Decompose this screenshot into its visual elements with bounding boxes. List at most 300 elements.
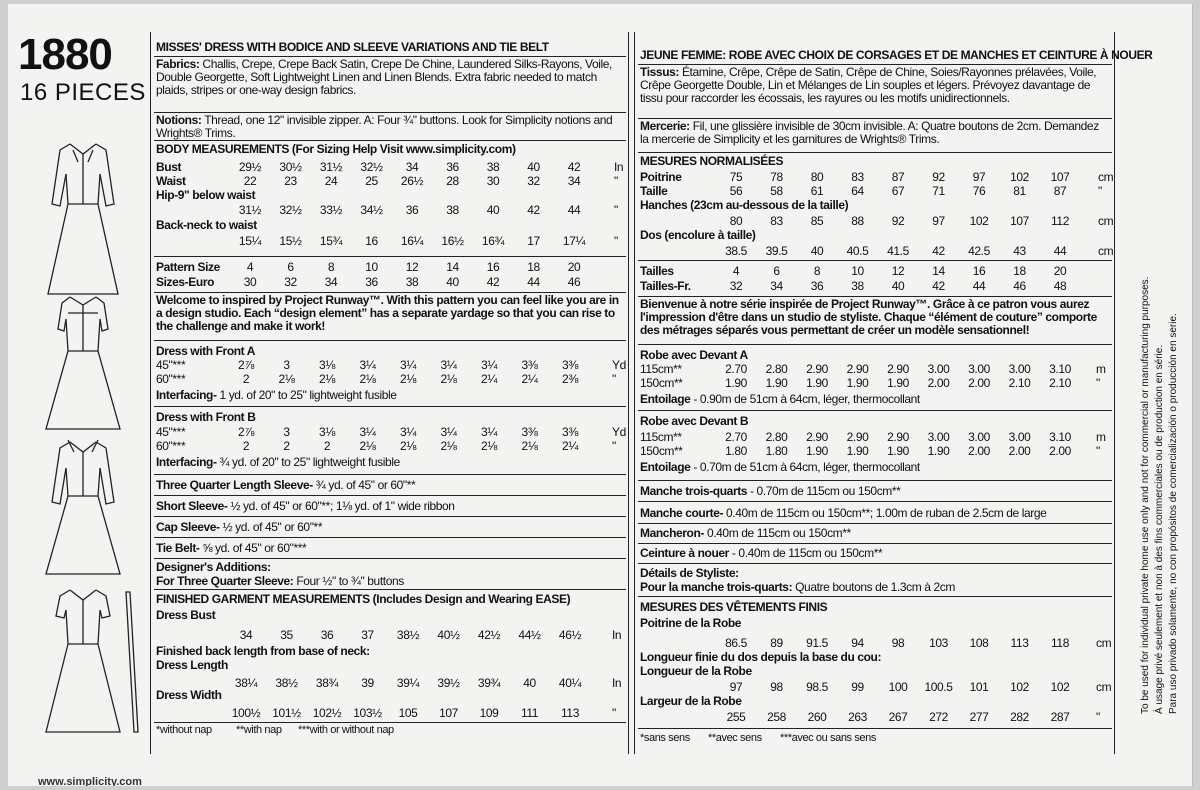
ceinture-text: - 0.40m de 115cm ou 150cm**: [731, 546, 883, 560]
value-cell: 17: [527, 234, 540, 248]
dress-bust-label: Dress Bust: [156, 608, 216, 622]
value-cell: 81: [1013, 184, 1026, 198]
dress-drawing-2: [38, 289, 128, 434]
value-cell: 2⅛: [278, 372, 295, 386]
poitrine-label: Poitrine: [640, 170, 682, 184]
value-cell: 2.90: [846, 362, 869, 376]
value-cell: 2.80: [765, 430, 788, 444]
value-cell: 1.90: [806, 376, 828, 390]
value-cell: 46½: [558, 628, 582, 642]
value-cell: 2¼: [562, 439, 578, 453]
value-cell: 102½: [312, 706, 342, 720]
divider: [638, 563, 1112, 564]
value-cell: 102: [1050, 680, 1070, 694]
value-cell: 35: [280, 628, 293, 642]
value-cell: 92: [891, 214, 905, 228]
value-cell: 20: [1053, 264, 1067, 278]
value-cell: 40: [523, 676, 536, 690]
value-cell: 48: [1053, 279, 1067, 293]
value-cell: 267: [888, 710, 908, 724]
value-cell: 1.90: [806, 444, 828, 458]
value-cell: 67: [891, 184, 905, 198]
value-cell: 89: [770, 636, 783, 650]
value-cell: 64: [851, 184, 864, 198]
value-cell: 40: [446, 275, 459, 289]
en-designer: For Three Quarter Sleeve: Four ½" to ¾" buttons: [156, 574, 404, 588]
side-note-en: To be used for individual private home use only and not for commercial or manufacturing purposes.: [1140, 276, 1151, 714]
manche-trois-quarts-text: - 0.70m de 115cm ou 150cm**: [750, 484, 901, 498]
value-cell: 103½: [353, 706, 382, 720]
ceinture: [640, 546, 882, 560]
value-cell: 87: [891, 170, 905, 184]
value-cell: 2.00: [968, 376, 990, 390]
devant-a-title: Robe avec Devant A: [640, 348, 748, 362]
value-cell: 39¾: [477, 676, 501, 690]
manche-trois-quarts-label: Manche trois-quarts: [640, 484, 748, 498]
value-cell: 1.90: [725, 376, 747, 390]
entoilage-text: - 0.90m de 51cm à 64cm, léger, thermocollant: [693, 392, 920, 406]
three-quarter-sleeve-text: ¾ yd. of 45" or 60"**: [315, 478, 416, 492]
entoilage-text: - 0.70m de 51cm à 64cm, léger, thermocollant: [693, 460, 920, 474]
unit-label: ": [1096, 710, 1100, 724]
value-cell: 2.90: [806, 362, 828, 376]
value-cell: 38: [851, 279, 864, 293]
value-cell: 42: [486, 275, 500, 289]
value-cell: 16: [486, 260, 500, 274]
short-sleeve-label: Short Sleeve-: [156, 499, 228, 513]
poitrine-robe-label: Poitrine de la Robe: [640, 616, 742, 630]
value-cell: 38½: [396, 628, 420, 642]
value-cell: 100½: [231, 706, 261, 720]
value-cell: 14: [446, 260, 459, 274]
value-cell: 56: [729, 184, 743, 198]
value-cell: 3.00: [927, 362, 950, 376]
value-cell: 38½: [275, 676, 298, 690]
value-cell: 97: [972, 170, 986, 184]
value-cell: 33½: [319, 203, 343, 217]
value-cell: 3¼: [359, 358, 376, 372]
value-cell: 40: [486, 203, 500, 217]
value-cell: 39: [361, 676, 374, 690]
value-cell: 78: [770, 170, 783, 184]
value-cell: 2.10: [1008, 376, 1031, 390]
largeur-robe-label: Largeur de la Robe: [640, 694, 742, 708]
front-b-title: Dress with Front B: [156, 410, 256, 424]
sizes-euro-label: Sizes-Euro: [156, 275, 215, 289]
manche-trois-quarts: [640, 484, 900, 498]
value-cell: 112: [1051, 214, 1069, 228]
value-cell: 113: [561, 706, 579, 720]
value-cell: 2: [242, 439, 250, 453]
value-cell: 44½: [518, 628, 541, 642]
en-fabrics: Fabrics: Challis, Crepe, Crepe Back Satin, Crepe De Chine, Laundered Silks-Rayons, Voile, Double Georgette, Soft Lightweight Linen and Linen Blends. Extra fabric needed to match plaids, stripes or one-way design fabrics.: [156, 57, 612, 97]
dress-drawing-1: [38, 134, 128, 299]
value-cell: 282: [1010, 710, 1029, 724]
value-cell: 107: [1050, 170, 1070, 184]
taille-label: Taille: [640, 184, 668, 198]
value-cell: 42.5: [968, 244, 990, 258]
value-cell: 101½: [272, 706, 301, 720]
english-panel: [154, 34, 626, 754]
value-cell: 34: [324, 275, 338, 289]
value-cell: 83: [851, 170, 864, 184]
value-cell: 101: [969, 680, 989, 694]
en-footnote-3: ***with or without nap: [298, 724, 394, 736]
interfacing-label: Interfacing-: [156, 388, 217, 402]
en-title: MISSES' DRESS WITH BODICE AND SLEEVE VARIATIONS AND TIE BELT: [156, 40, 549, 54]
value-cell: 38.5: [725, 244, 747, 258]
divider: [638, 543, 1112, 544]
value-cell: 34: [405, 160, 419, 174]
fr-details-title: Détails de Styliste:: [640, 566, 739, 580]
value-cell: 111: [520, 706, 539, 720]
value-cell: 32: [527, 174, 540, 188]
value-cell: 2⅛: [400, 372, 416, 386]
value-cell: 2.00: [1008, 444, 1031, 458]
value-cell: 107: [439, 706, 458, 720]
value-cell: 30½: [279, 160, 302, 174]
value-cell: 3¼: [481, 358, 497, 372]
fr-bienvenue: Bienvenue à notre série inspirée de Project Runway™. Grâce à ce patron vous aurez l'impression d'être dans un studio de styliste. Chaque “élément de couture” comporte des métrages séparés vous permettant de créer un modèle sensationnel!: [640, 297, 1097, 337]
value-cell: 80: [810, 170, 824, 184]
fr-tissus: Tissus: Étamine, Crêpe, Crêpe de Satin, Crêpe de Chine, Soies/Rayonnes prélavées, Voile, Crêpe Georgette Double, Lin et Mélanges de Lin souples et légers. Prévoyez davantage de tissu pour raccorder les écossais, les rayures ou les motifs unidirectionnels.: [640, 65, 1097, 105]
value-cell: 26½: [400, 174, 424, 188]
cap-sleeve-text: ½ yd. of 45" or 60"**: [222, 520, 323, 534]
value-cell: 108: [969, 636, 989, 650]
hanches-label: Hanches (23cm au-dessous de la taille): [640, 198, 849, 212]
value-cell: 10: [851, 264, 864, 278]
back-neck-label: Back-neck to waist: [156, 218, 257, 232]
hip-label: Hip-9" below waist: [156, 188, 256, 202]
manche-courte: [640, 506, 1046, 520]
value-cell: 71: [932, 184, 945, 198]
value-cell: 2.90: [887, 362, 909, 376]
value-cell: 103: [929, 636, 948, 650]
value-cell: 2.00: [927, 376, 950, 390]
fr-footnote-3: ***avec ou sans sens: [780, 732, 876, 744]
en-welcome: Welcome to inspired by Project Runway™. With this pattern you can feel like you are in a design studio. Each “design element” has a separate yardage so that you can rise to the challenge and make it work!: [156, 293, 619, 333]
divider: [154, 495, 626, 496]
value-cell: 3: [283, 425, 290, 439]
value-cell: 10: [365, 260, 378, 274]
divider: [638, 523, 1112, 524]
three-quarter-sleeve-label: Three Quarter Length Sleeve-: [156, 478, 313, 492]
interfacing-text: ¾ yd. of 20" to 25" lightweight fusible: [219, 455, 400, 469]
value-cell: 2¼: [481, 372, 497, 386]
value-cell: 272: [929, 710, 948, 724]
divider: [154, 537, 626, 538]
value-cell: 87: [1053, 184, 1067, 198]
unit-label: m: [1096, 362, 1106, 376]
mancheron: [640, 526, 851, 540]
unit-label: In: [612, 676, 622, 690]
dress-drawing-4: [38, 582, 148, 742]
unit-label: ": [614, 203, 618, 217]
value-cell: 38: [446, 203, 459, 217]
fr-title: JEUNE FEMME: ROBE AVEC CHOIX DE CORSAGES ET DE MANCHES ET CEINTURE À NOUER: [640, 48, 1153, 62]
value-cell: 2⅛: [440, 372, 457, 386]
row-label: 60"***: [156, 372, 186, 386]
value-cell: 99: [851, 680, 864, 694]
value-cell: 2⅛: [319, 372, 335, 386]
value-cell: 25: [365, 174, 378, 188]
value-cell: 18: [1013, 264, 1026, 278]
unit-label: ": [612, 706, 616, 720]
value-cell: 58: [770, 184, 783, 198]
value-cell: 34: [567, 174, 581, 188]
divider: [638, 501, 1112, 502]
value-cell: 3⅜: [521, 425, 538, 439]
value-cell: 32½: [360, 160, 383, 174]
dos-label: Dos (encolure à taille): [640, 228, 756, 242]
value-cell: 3.00: [968, 362, 990, 376]
unit-label: cm: [1096, 680, 1112, 694]
value-cell: 44: [1053, 244, 1067, 258]
value-cell: 40: [810, 244, 824, 258]
row-label: 60"***: [156, 439, 186, 453]
value-cell: 42: [932, 279, 945, 293]
value-cell: 3⅜: [562, 358, 578, 372]
value-cell: 86.5: [725, 636, 747, 650]
value-cell: 3.00: [1008, 430, 1031, 444]
value-cell: 1.90: [927, 444, 950, 458]
value-cell: 39½: [437, 676, 460, 690]
value-cell: 277: [969, 710, 989, 724]
tailles-fr-label: Tailles-Fr.: [640, 279, 691, 293]
value-cell: 92: [932, 170, 945, 184]
value-cell: 75: [729, 170, 743, 184]
value-cell: 42: [527, 203, 540, 217]
unit-label: ": [1098, 184, 1102, 198]
value-cell: 2⅛: [481, 439, 497, 453]
value-cell: 2.10: [1049, 376, 1071, 390]
value-cell: 28: [446, 174, 459, 188]
dress-length-label: Dress Length: [156, 658, 228, 672]
value-cell: 3¼: [400, 358, 416, 372]
value-cell: 3.00: [927, 430, 950, 444]
value-cell: 12: [405, 260, 419, 274]
devant-a-entoilage: [640, 392, 920, 406]
value-cell: 16¾: [481, 234, 505, 248]
value-cell: 30: [486, 174, 500, 188]
value-cell: 42: [932, 244, 945, 258]
fr-finis-title: MESURES DES VÊTEMENTS FINIS: [640, 600, 828, 614]
unit-label: Yd: [612, 425, 626, 439]
value-cell: 44: [527, 275, 540, 289]
side-note-fr: À usage privé seulement et non à des fins commerciales ou de production en série.: [1154, 344, 1165, 714]
value-cell: 1.80: [765, 444, 788, 458]
unit-label: ": [1096, 376, 1100, 390]
entoilage-label: Entoilage: [640, 392, 691, 406]
value-cell: 40½: [437, 628, 460, 642]
row-label: 45"***: [156, 358, 186, 372]
value-cell: 46: [567, 275, 581, 289]
value-cell: 38: [405, 275, 419, 289]
value-cell: 46: [1013, 279, 1026, 293]
mancheron-text: 0.40m de 115cm ou 150cm**: [706, 526, 851, 540]
unit-label: ": [612, 372, 616, 386]
divider: [154, 558, 626, 559]
row-label: 115cm**: [640, 362, 682, 376]
value-cell: 24: [324, 174, 338, 188]
fr-footnote-2: **avec sens: [708, 732, 762, 744]
value-cell: 3⅜: [562, 425, 578, 439]
value-cell: 1.90: [765, 376, 788, 390]
value-cell: 97: [729, 680, 743, 694]
value-cell: 6: [773, 264, 780, 278]
value-cell: 42: [567, 160, 581, 174]
row-label: 45"***: [156, 425, 186, 439]
value-cell: 3¼: [481, 425, 497, 439]
value-cell: 42½: [477, 628, 501, 642]
value-cell: 16¼: [400, 234, 424, 248]
value-cell: 17¼: [562, 234, 586, 248]
value-cell: 2.00: [1049, 444, 1071, 458]
value-cell: 118: [1051, 636, 1069, 650]
mancheron-label: Mancheron-: [640, 526, 705, 540]
value-cell: 36: [320, 628, 334, 642]
value-cell: 1.90: [887, 376, 909, 390]
unit-label: In: [614, 160, 624, 174]
row-label: 150cm**: [640, 376, 683, 390]
fr-mesures-title: MESURES NORMALISÉES: [640, 154, 784, 168]
value-cell: 40.5: [846, 244, 869, 258]
value-cell: 1.90: [846, 376, 869, 390]
value-cell: 102: [969, 214, 989, 228]
bust-label: Bust: [156, 160, 182, 174]
value-cell: 43: [1013, 244, 1026, 258]
manche-courte-label: Manche courte-: [640, 506, 724, 520]
longueur-robe-label: Longueur de la Robe: [640, 664, 752, 678]
value-cell: 3⅛: [319, 425, 335, 439]
fr-footnote-1: *sans sens: [640, 732, 690, 744]
value-cell: 263: [848, 710, 867, 724]
value-cell: 44: [567, 203, 581, 217]
value-cell: 260: [807, 710, 827, 724]
unit-label: m: [1096, 430, 1106, 444]
devant-b-entoilage: [640, 460, 920, 474]
value-cell: 16: [972, 264, 986, 278]
value-cell: 61: [810, 184, 824, 198]
dress-width-label: Dress Width: [156, 688, 222, 702]
value-cell: 2¼: [521, 372, 538, 386]
value-cell: 36: [365, 275, 378, 289]
value-cell: 102: [1010, 680, 1029, 694]
value-cell: 85: [810, 214, 824, 228]
value-cell: 100: [888, 680, 908, 694]
value-cell: 88: [851, 214, 864, 228]
value-cell: 23: [284, 174, 297, 188]
en-designer-title: Designer's Additions:: [156, 560, 271, 574]
value-cell: 98: [770, 680, 783, 694]
front-a-interfacing: [156, 388, 397, 402]
value-cell: 29½: [238, 160, 262, 174]
manche-courte-text: 0.40m de 115cm ou 150cm**; 1.00m de ruban de 2.5cm de large: [726, 506, 1047, 520]
value-cell: 98: [891, 636, 905, 650]
value-cell: 22: [243, 174, 257, 188]
value-cell: 3⅜: [521, 358, 538, 372]
en-footnote-1: *without nap: [156, 724, 212, 736]
side-note-es: Para uso privado solamente, no con propósitos de comercialización o producción en serie.: [1168, 313, 1179, 714]
value-cell: 4: [246, 260, 254, 274]
value-cell: 91.5: [806, 636, 828, 650]
value-cell: 15¼: [238, 234, 262, 248]
value-cell: 255: [726, 710, 746, 724]
value-cell: 2⅛: [440, 439, 457, 453]
value-cell: 2.90: [887, 430, 909, 444]
value-cell: 2⅞: [238, 425, 254, 439]
value-cell: 12: [891, 264, 905, 278]
divider: [154, 516, 626, 517]
value-cell: 2⅞: [238, 358, 254, 372]
unit-label: cm: [1098, 170, 1114, 184]
value-cell: 40: [891, 279, 905, 293]
value-cell: 2.70: [725, 362, 747, 376]
entoilage-label: Entoilage: [640, 460, 691, 474]
value-cell: 2.80: [765, 362, 788, 376]
value-cell: 15¾: [319, 234, 343, 248]
value-cell: 2⅜: [562, 372, 578, 386]
value-cell: 32: [729, 279, 743, 293]
value-cell: 38¼: [234, 676, 258, 690]
unit-label: ": [614, 234, 618, 248]
value-cell: 258: [767, 710, 786, 724]
value-cell: 14: [932, 264, 945, 278]
value-cell: 2: [283, 439, 290, 453]
short-sleeve: [156, 499, 455, 513]
interfacing-label: Interfacing-: [156, 455, 217, 469]
value-cell: 38: [486, 160, 500, 174]
value-cell: 39¼: [396, 676, 420, 690]
value-cell: 3¼: [400, 425, 416, 439]
tie-belt-text: ⅝ yd. of 45" or 60"***: [202, 541, 307, 555]
value-cell: 37: [361, 628, 374, 642]
value-cell: 36: [446, 160, 459, 174]
value-cell: 8: [327, 260, 335, 274]
short-sleeve-text: ½ yd. of 45" or 60"**; 1⅛ yd. of 1" wide ribbon: [230, 499, 455, 513]
cap-sleeve: [156, 520, 322, 534]
value-cell: 1.90: [887, 444, 909, 458]
en-footnote-2: **with nap: [236, 724, 282, 736]
value-cell: 102: [1010, 170, 1029, 184]
pattern-envelope-back: [8, 4, 1193, 786]
value-cell: 83: [770, 214, 783, 228]
value-cell: 44: [972, 279, 986, 293]
interfacing-text: 1 yd. of 20" to 25" lightweight fusible: [219, 388, 397, 402]
front-a-title: Dress with Front A: [156, 344, 256, 358]
value-cell: 3.00: [968, 430, 990, 444]
unit-label: cm: [1098, 214, 1114, 228]
value-cell: 2: [242, 372, 250, 386]
value-cell: 8: [813, 264, 821, 278]
ceinture-label: Ceinture à nouer: [640, 546, 729, 560]
unit-label: ": [1096, 444, 1100, 458]
value-cell: 40¼: [558, 676, 582, 690]
value-cell: 2⅛: [400, 439, 416, 453]
value-cell: 2⅛: [359, 439, 376, 453]
row-label: 150cm**: [640, 444, 683, 458]
tie-belt-label: Tie Belt-: [156, 541, 200, 555]
value-cell: 39.5: [765, 244, 788, 258]
value-cell: 3.10: [1049, 430, 1071, 444]
value-cell: 287: [1050, 710, 1070, 724]
value-cell: 6: [287, 260, 294, 274]
value-cell: 41.5: [887, 244, 909, 258]
unit-label: ": [612, 439, 616, 453]
devant-b-title: Robe avec Devant B: [640, 414, 749, 428]
value-cell: 36: [405, 203, 419, 217]
value-cell: 94: [851, 636, 864, 650]
